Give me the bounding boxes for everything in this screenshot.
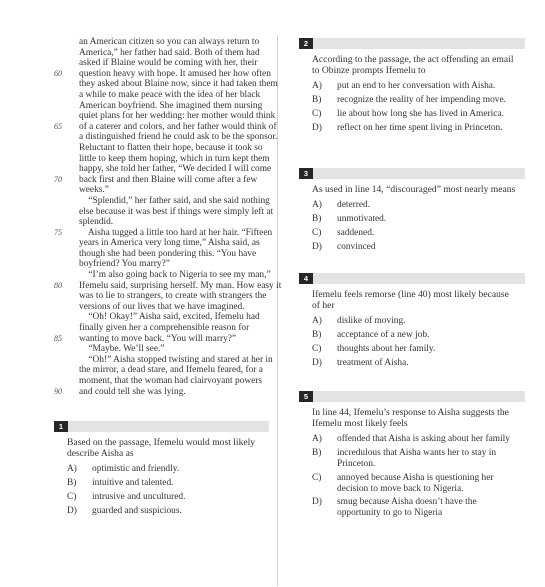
passage-line-text: of a caterer and colors, and her father would think of: [79, 121, 277, 132]
passage-line-text: “Oh!” Aisha stopped twisting and stared at her in: [79, 354, 273, 365]
line-number: 75: [54, 227, 62, 237]
passage-line: [54, 90, 276, 101]
answer-choice-text: recognize the reality of her impending move.: [337, 95, 506, 106]
question-stem-line: of her: [312, 300, 335, 312]
passage-line-text: “I’m also going back to Nigeria to see my man,”: [79, 270, 271, 281]
answer-choice-text: put an end to her conversation with Aisha.: [337, 81, 496, 92]
answer-choice[interactable]: [67, 478, 269, 489]
question-header-bar: [299, 273, 525, 284]
question-number-badge: 1: [54, 421, 68, 432]
question-stem-line: According to the passage, the act offending an email: [312, 54, 514, 65]
passage-line: [54, 164, 276, 175]
line-number: 90: [54, 386, 62, 396]
passage-line: [54, 238, 276, 249]
answer-choice-letter: B): [312, 214, 322, 224]
answer-choice[interactable]: [312, 242, 525, 253]
answer-choice-text: opportunity to go to Nigeria: [337, 508, 443, 519]
passage-line: [54, 185, 276, 196]
answer-choice-letter: D): [67, 505, 77, 516]
answer-choice-letter: A): [67, 464, 77, 475]
passage-line: [54, 207, 276, 218]
passage-line: [54, 387, 276, 398]
answer-choice[interactable]: [312, 95, 525, 106]
answer-choice[interactable]: [67, 506, 269, 517]
line-number: 65: [54, 121, 62, 131]
answer-choice-letter: A): [312, 81, 322, 92]
passage-line: [54, 355, 276, 366]
answer-choice-text: Princeton.: [337, 459, 376, 469]
passage-line: [54, 228, 276, 239]
question-5: [299, 391, 525, 522]
answer-choice-text: deterred.: [337, 200, 371, 211]
passage-line: [54, 217, 276, 228]
question-stem: [312, 407, 525, 429]
answer-choice[interactable]: [312, 200, 525, 211]
passage-line: [54, 302, 276, 313]
answer-choice-letter: D): [312, 497, 322, 508]
passage-line: [54, 69, 276, 80]
passage-line: [54, 249, 276, 260]
answer-choice-letter: D): [312, 241, 322, 252]
answer-choice[interactable]: [312, 109, 525, 120]
answer-choice-text: optimistic and friendly.: [92, 464, 180, 475]
line-number: 85: [54, 333, 62, 343]
passage-line-text: finally given her a comprehensible reason for: [79, 323, 250, 334]
answer-choice-text: treatment of Aisha.: [337, 357, 409, 368]
passage-line: [54, 334, 276, 345]
answer-choice-letter: B): [312, 95, 322, 106]
passage-line-text: Ifemelu said, surprising herself. My man. How easy it: [79, 280, 282, 291]
question-stem-line: Based on the passage, Ifemelu would most likely: [67, 437, 256, 448]
question-stem: [67, 437, 269, 459]
passage-line: [54, 344, 276, 355]
passage-line: [54, 280, 282, 292]
question-3: [299, 168, 525, 255]
passage-line: [54, 270, 276, 281]
column-divider: [277, 36, 278, 586]
passage-line: [54, 175, 276, 186]
question-stem-line: In line 44, Ifemelu’s response to Aisha suggests the: [312, 407, 509, 418]
passage-line-text: and could tell she was lying.: [79, 386, 186, 397]
answer-choice-text: saddened.: [337, 227, 375, 238]
answer-choice[interactable]: [67, 492, 269, 503]
answer-choice-letter: A): [312, 316, 322, 327]
passage-line: [54, 58, 276, 69]
answer-choice[interactable]: [312, 448, 525, 470]
question-stem: [312, 184, 525, 195]
answer-choice-text: lie about how long she has lived in America.: [337, 109, 504, 119]
answer-choice[interactable]: [67, 464, 269, 475]
question-4: [299, 273, 525, 372]
passage-line-text: a while to make peace with the idea of her black: [79, 89, 261, 100]
answer-choice-letter: B): [312, 448, 322, 459]
passage-line-text: a distinguished friend he could ask to be the sponsor.: [79, 132, 278, 143]
passage-line-text: back first and then Blaine will come after a few: [79, 174, 258, 185]
passage-line-text: little to keep them hoping, which in turn kept them: [79, 153, 270, 164]
passage-line-text: Aisha tugged a little too hard at her hair. “Fifteen: [79, 227, 273, 238]
passage-line: [54, 376, 276, 387]
answer-choice[interactable]: [312, 330, 525, 341]
passage-line-text: they asked about Blaine now, since it had taken them: [79, 79, 278, 90]
answer-choice-letter: A): [312, 200, 322, 211]
reading-passage: [54, 37, 282, 397]
question-header-bar: [54, 421, 269, 432]
line-number: 80: [54, 280, 62, 290]
question-header-bar: [299, 391, 525, 402]
question-stem: [312, 54, 525, 76]
question-stem-line: As used in line 14, “discouraged” most nearly means: [312, 184, 516, 195]
passage-line-text: though she had been pondering this. “You have: [79, 248, 257, 259]
answer-choice[interactable]: [312, 228, 525, 239]
passage-line-text: quiet plans for her wedding: her mother would think: [79, 111, 276, 122]
answer-choice[interactable]: [312, 316, 525, 327]
answer-choice[interactable]: [312, 214, 525, 225]
question-1: [54, 421, 269, 520]
answer-choice-text: incredulous that Aisha wants her to stay in: [337, 448, 497, 459]
answer-choice-letter: C): [312, 109, 322, 119]
passage-line: [54, 132, 276, 143]
passage-line-text: “Maybe. We’ll see.”: [79, 344, 165, 355]
passage-line: [54, 101, 276, 112]
passage-line: [54, 312, 276, 323]
passage-line: [54, 122, 276, 133]
passage-line-text: versions of our lives that we have imagined.: [79, 301, 245, 312]
passage-line: [54, 37, 276, 48]
line-number: 60: [54, 68, 62, 78]
question-number-badge: 5: [299, 391, 313, 402]
passage-line-text: the mirror, a dead stare, and Ifemelu feared, for a: [79, 365, 263, 376]
answer-choice[interactable]: [312, 358, 525, 369]
answer-choice-text: reflect on her time spent living in Princeton.: [337, 122, 503, 133]
passage-line-text: weeks.”: [79, 185, 109, 196]
passage-line-text: “Splendid,” her father said, and she said nothing: [79, 195, 270, 206]
passage-line: [54, 259, 276, 270]
passage-line: [54, 154, 276, 165]
question-stem-line: Ifemelu most likely feels: [312, 418, 408, 430]
answer-choice-letter: C): [312, 344, 322, 354]
answer-choice[interactable]: [312, 81, 525, 92]
passage-line: [54, 111, 276, 122]
question-number-badge: 3: [299, 168, 313, 179]
question-stem-line: describe Aisha as: [67, 448, 134, 460]
passage-line-text: splendid.: [79, 217, 114, 228]
answer-choice-text: thoughts about her family.: [337, 344, 436, 354]
answer-choice[interactable]: [312, 344, 525, 355]
answer-choice-text: smug because Aisha doesn’t have the: [337, 497, 477, 508]
passage-line-text: years in America very long time,” Aisha said, as: [79, 238, 260, 249]
passage-line-text: boyfriend? You marry?”: [79, 259, 170, 270]
answer-choice-letter: A): [312, 434, 322, 445]
passage-line-text: America,” her father had said. Both of them had: [79, 47, 260, 58]
passage-line-text: “Oh! Okay!” Aisha said, excited, Ifemelu had: [79, 312, 260, 323]
passage-line: [54, 196, 276, 207]
answer-choice-letter: B): [67, 478, 77, 489]
answer-choice-letter: D): [312, 122, 322, 133]
passage-line-text: else because it was best if things were simply left at: [79, 206, 274, 217]
answer-choice-text: guarded and suspicious.: [92, 505, 182, 516]
passage-line-text: moment, that the woman had clairvoyant powers: [79, 376, 263, 386]
line-number: 70: [54, 174, 62, 184]
answer-choice-letter: B): [312, 330, 322, 341]
passage-line-text: happy, she told her father, “We decided I will come: [79, 164, 272, 175]
question-stem: [312, 289, 525, 311]
answer-choice-letter: C): [67, 492, 77, 502]
question-number-badge: 4: [299, 273, 313, 284]
passage-line: [54, 143, 276, 154]
question-stem-line: Ifemelu feels remorse (line 40) most likely because: [312, 289, 509, 300]
passage-line-text: question heavy with hope. It amused her how often: [79, 68, 271, 79]
answer-choice-text: dislike of moving.: [337, 316, 406, 327]
passage-line-text: American boyfriend. She imagined them nursing: [79, 100, 263, 111]
passage-line: [54, 79, 276, 90]
answer-choice-text: intuitive and talented.: [92, 478, 174, 489]
passage-line-text: was to lie to strangers, to create with strangers the: [79, 291, 267, 302]
answer-choice-text: acceptance of a new job.: [337, 330, 430, 341]
answer-choice[interactable]: [312, 473, 525, 495]
question-header-bar: [299, 38, 525, 49]
answer-choice-text: unmotivated.: [337, 214, 387, 224]
answer-choice[interactable]: [312, 434, 525, 445]
passage-line: [54, 323, 276, 334]
question-header-bar: [299, 168, 525, 179]
answer-choice-text: annoyed because Aisha is questioning her: [337, 472, 494, 483]
passage-line-text: asked if Blaine would be coming with her, their: [79, 58, 258, 69]
answer-choice-letter: C): [312, 227, 322, 238]
answer-choice[interactable]: [312, 123, 525, 134]
answer-choice-text: offended that Aisha is asking about her family: [337, 434, 510, 445]
answer-choice-text: intrusive and uncultured.: [92, 492, 186, 502]
answer-choice-letter: C): [312, 472, 322, 483]
passage-line: [54, 291, 276, 302]
question-2: [299, 38, 525, 137]
answer-choice[interactable]: [312, 497, 525, 519]
passage-line-text: wanting to move back. “You will marry?”: [79, 333, 237, 344]
passage-line: [54, 365, 276, 376]
passage-line-text: Reluctant to flatten their hope, because it took so: [79, 142, 263, 153]
answer-choice-text: convinced: [337, 241, 376, 252]
question-number-badge: 2: [299, 38, 313, 49]
question-stem-line: to Obinze prompts Ifemelu to: [312, 65, 426, 77]
passage-line-text: an American citizen so you can always return to: [79, 37, 260, 47]
answer-choice-letter: D): [312, 357, 322, 368]
answer-choice-text: decision to move back to Nigeria.: [337, 483, 464, 494]
passage-line: [54, 48, 276, 59]
